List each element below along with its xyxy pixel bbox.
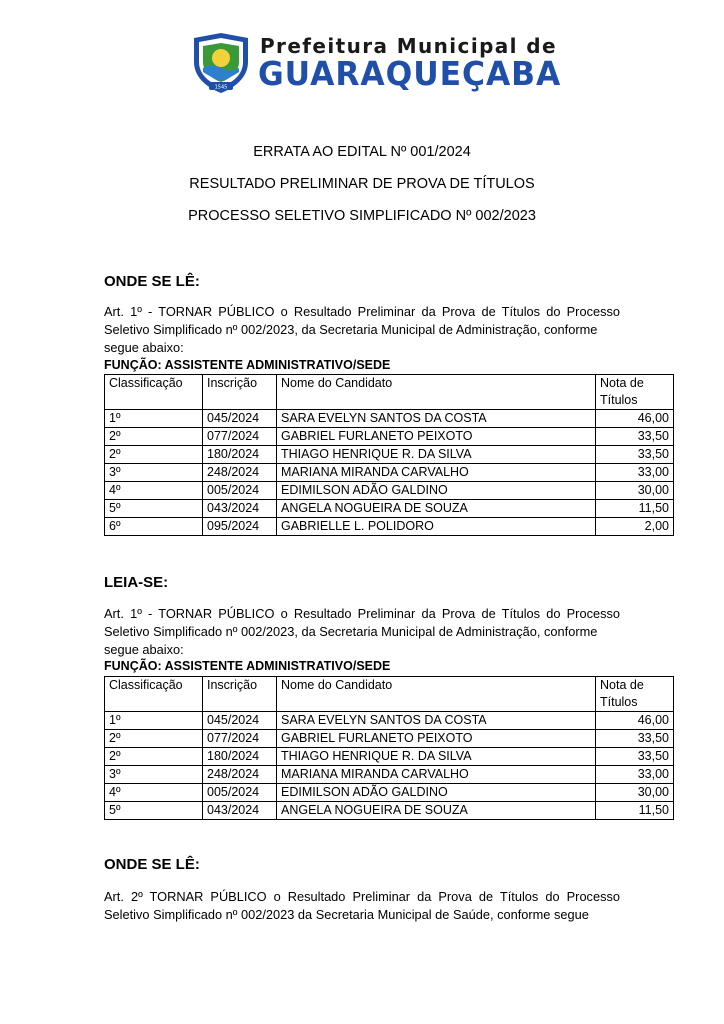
cell-classificacao: 1º [105, 712, 203, 730]
section2-function-label: FUNÇÃO: ASSISTENTE ADMINISTRATIVO/SEDE [104, 659, 391, 673]
cell-classificacao: 3º [105, 464, 203, 482]
cell-nome: EDIMILSON ADÃO GALDINO [277, 784, 596, 802]
cell-nota: 30,00 [596, 482, 674, 500]
cell-nome: GABRIELLE L. POLIDORO [277, 518, 596, 536]
table-row [105, 802, 674, 820]
cell-inscricao: 043/2024 [203, 500, 277, 518]
column-header-nome: Nome do Candidato [277, 677, 596, 712]
cell-nota: 11,50 [596, 802, 674, 820]
cell-classificacao: 4º [105, 784, 203, 802]
cell-nota: 2,00 [596, 518, 674, 536]
table-row [105, 712, 674, 730]
cell-classificacao: 5º [105, 500, 203, 518]
cell-classificacao: 6º [105, 518, 203, 536]
table-row [105, 482, 674, 500]
cell-nome: SARA EVELYN SANTOS DA COSTA [277, 410, 596, 428]
cell-classificacao: 4º [105, 482, 203, 500]
cell-inscricao: 043/2024 [203, 802, 277, 820]
cell-nome: MARIANA MIRANDA CARVALHO [277, 766, 596, 784]
cell-nome: GABRIEL FURLANETO PEIXOTO [277, 428, 596, 446]
cell-nome: ANGELA NOGUEIRA DE SOUZA [277, 500, 596, 518]
cell-classificacao: 2º [105, 446, 203, 464]
cell-inscricao: 045/2024 [203, 712, 277, 730]
cell-nota: 46,00 [596, 712, 674, 730]
section1-function-label: FUNÇÃO: ASSISTENTE ADMINISTRATIVO/SEDE [104, 358, 391, 372]
cell-classificacao: 2º [105, 730, 203, 748]
column-header-nome: Nome do Candidato [277, 375, 596, 410]
section-heading-onde-se-le: ONDE SE LÊ: [104, 273, 200, 290]
section3-paragraph-text: Art. 2º TORNAR PÚBLICO o Resultado Preliminar da Prova de Títulos do Processo Seletivo Simplificado nº 002/2023 da Secretaria Municipal de Saúde, conforme segue [104, 889, 620, 922]
cell-classificacao: 2º [105, 748, 203, 766]
table-header-row [105, 375, 674, 410]
cell-inscricao: 077/2024 [203, 428, 277, 446]
column-header-classificacao: Classificação [105, 677, 203, 712]
cell-inscricao: 077/2024 [203, 730, 277, 748]
municipality-header [190, 28, 562, 98]
cell-classificacao: 5º [105, 802, 203, 820]
section2-paragraph-text: Art. 1º - TORNAR PÚBLICO o Resultado Preliminar da Prova de Títulos do Processo Seletivo Simplificado nº 002/2023, da Secretaria Municipal de Administração, conforme [104, 606, 620, 639]
column-header-inscricao: Inscrição [203, 677, 277, 712]
cell-nota: 30,00 [596, 784, 674, 802]
column-header-classificacao: Classificação [105, 375, 203, 410]
table-row [105, 464, 674, 482]
table-row [105, 500, 674, 518]
cell-nome: THIAGO HENRIQUE R. DA SILVA [277, 748, 596, 766]
cell-inscricao: 248/2024 [203, 766, 277, 784]
cell-inscricao: 180/2024 [203, 446, 277, 464]
cell-nota: 33,00 [596, 464, 674, 482]
cell-nome: SARA EVELYN SANTOS DA COSTA [277, 712, 596, 730]
cell-inscricao: 095/2024 [203, 518, 277, 536]
cell-nota: 33,50 [596, 446, 674, 464]
table-row [105, 784, 674, 802]
cell-nota: 33,50 [596, 730, 674, 748]
table-row [105, 428, 674, 446]
table-row [105, 766, 674, 784]
cell-nome: EDIMILSON ADÃO GALDINO [277, 482, 596, 500]
cell-nota: 33,50 [596, 748, 674, 766]
coat-of-arms-icon [190, 32, 252, 94]
cell-nome: THIAGO HENRIQUE R. DA SILVA [277, 446, 596, 464]
cell-nota: 33,00 [596, 766, 674, 784]
cell-inscricao: 248/2024 [203, 464, 277, 482]
document-title-resultado: RESULTADO PRELIMINAR DE PROVA DE TÍTULOS [189, 176, 535, 192]
section1-paragraph-end: segue abaixo: [104, 340, 184, 355]
cell-inscricao: 005/2024 [203, 482, 277, 500]
section2-paragraph-end: segue abaixo: [104, 642, 184, 657]
cell-nota: 46,00 [596, 410, 674, 428]
document-title-errata: ERRATA AO EDITAL Nº 001/2024 [253, 144, 471, 160]
section1-results-table [104, 374, 674, 536]
section1-paragraph-text: Art. 1º - TORNAR PÚBLICO o Resultado Preliminar da Prova de Títulos do Processo Seletivo Simplificado nº 002/2023, da Secretaria Municipal de Administração, conforme [104, 304, 620, 337]
section2-results-table [104, 676, 674, 820]
section3-paragraph [104, 888, 620, 924]
cell-nome: ANGELA NOGUEIRA DE SOUZA [277, 802, 596, 820]
cell-inscricao: 180/2024 [203, 748, 277, 766]
column-header-nota: Nota de Títulos [596, 375, 674, 410]
cell-classificacao: 1º [105, 410, 203, 428]
section2-paragraph [104, 605, 620, 659]
column-header-nota: Nota de Títulos [596, 677, 674, 712]
table-row [105, 730, 674, 748]
document-title-processo: PROCESSO SELETIVO SIMPLIFICADO Nº 002/2023 [188, 208, 536, 224]
cell-nota: 33,50 [596, 428, 674, 446]
cell-inscricao: 045/2024 [203, 410, 277, 428]
table-row [105, 518, 674, 536]
cell-inscricao: 005/2024 [203, 784, 277, 802]
cell-classificacao: 3º [105, 766, 203, 784]
column-header-inscricao: Inscrição [203, 375, 277, 410]
org-name-line2: GUARAQUEÇABA [258, 54, 562, 93]
cell-nome: GABRIEL FURLANETO PEIXOTO [277, 730, 596, 748]
cell-classificacao: 2º [105, 428, 203, 446]
table-header-row [105, 677, 674, 712]
org-name-line1: Prefeitura Municipal de [260, 34, 557, 58]
table-row [105, 410, 674, 428]
section-heading-leia-se: LEIA-SE: [104, 574, 169, 591]
cell-nome: MARIANA MIRANDA CARVALHO [277, 464, 596, 482]
section1-paragraph [104, 303, 620, 357]
cell-nota: 11,50 [596, 500, 674, 518]
crest-year: 1545 [214, 84, 228, 91]
table-row [105, 748, 674, 766]
table-row [105, 446, 674, 464]
section-heading-onde-se-le-art2: ONDE SE LÊ: [104, 856, 200, 873]
